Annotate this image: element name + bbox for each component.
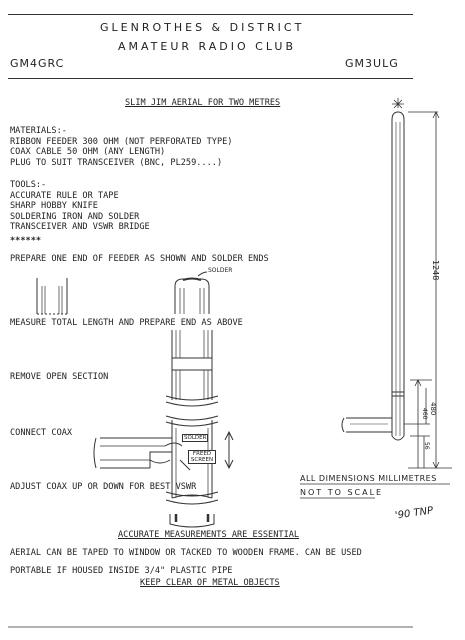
separator-stars: ******	[10, 236, 42, 246]
dimension-upper: 480	[429, 402, 437, 416]
tools-heading: TOOLS:-	[10, 180, 47, 190]
tools-item: SOLDERING IRON AND SOLDER	[10, 211, 140, 222]
club-name-line1: GLENROTHES & DISTRICT	[100, 21, 305, 34]
scale-note: NOT TO SCALE	[300, 488, 384, 497]
tools-item: SHARP HOBBY KNIFE	[10, 201, 98, 212]
step-adjust-coax: ADJUST COAX UP OR DOWN FOR BEST VSWR	[10, 482, 197, 492]
freed-screen-label: FREED SCREEN	[188, 450, 216, 464]
feeder-open-end-drawing	[37, 278, 67, 314]
materials-item: COAX CABLE 50 OHM (ANY LENGTH)	[10, 147, 166, 158]
step-remove-open-section: REMOVE OPEN SECTION	[10, 372, 109, 382]
adjust-arrow-icon	[225, 432, 233, 468]
step-prepare-end: PREPARE ONE END OF FEEDER AS SHOWN AND SOLDER ENDS	[10, 254, 269, 264]
dimension-lines	[404, 112, 452, 468]
solder-label-top: SOLDER	[208, 267, 233, 274]
feeder-long-strip-drawing	[166, 330, 218, 527]
materials-heading: MATERIALS:-	[10, 126, 67, 136]
completed-aerial-drawing	[342, 98, 404, 440]
footer-warning: KEEP CLEAR OF METAL OBJECTS	[140, 578, 280, 588]
materials-item: PLUG TO SUIT TRANSCEIVER (BNC, PL259....)	[10, 157, 223, 168]
feeder-soldered-end-drawing	[175, 272, 209, 314]
materials-item: RIBBON FEEDER 300 OHM (NOT PERFORATED TYPE)	[10, 136, 233, 147]
tools-item: ACCURATE RULE OR TAPE	[10, 190, 119, 201]
dimension-total: 1248	[431, 260, 440, 281]
dimension-lower-a: 460	[421, 408, 428, 420]
solder-label-coax: SOLDER	[184, 435, 207, 441]
coax-connection-drawing	[94, 436, 190, 470]
document-title: SLIM JIM AERIAL FOR TWO METRES	[125, 98, 281, 108]
callsign-left: GM4GRC	[10, 57, 65, 70]
callsign-right: GM3ULG	[345, 57, 399, 70]
tools-item: TRANSCEIVER AND VSWR BRIDGE	[10, 222, 150, 233]
signature-note: '90 TNP	[394, 505, 434, 522]
footer-line2: PORTABLE IF HOUSED INSIDE 3/4" PLASTIC PIPE	[10, 566, 233, 576]
club-name-line2: AMATEUR RADIO CLUB	[118, 40, 296, 53]
dimension-lower-b: 56	[423, 442, 430, 450]
dimensions-note: ALL DIMENSIONS MILLIMETRES	[300, 474, 437, 483]
step-connect-coax: CONNECT COAX	[10, 428, 73, 438]
accuracy-note: ACCURATE MEASUREMENTS ARE ESSENTIAL	[118, 530, 300, 540]
footer-line1: AERIAL CAN BE TAPED TO WINDOW OR TACKED TO WOODEN FRAME. CAN BE USED	[10, 548, 362, 558]
step-measure-length: MEASURE TOTAL LENGTH AND PREPARE END AS ABOVE	[10, 318, 243, 328]
